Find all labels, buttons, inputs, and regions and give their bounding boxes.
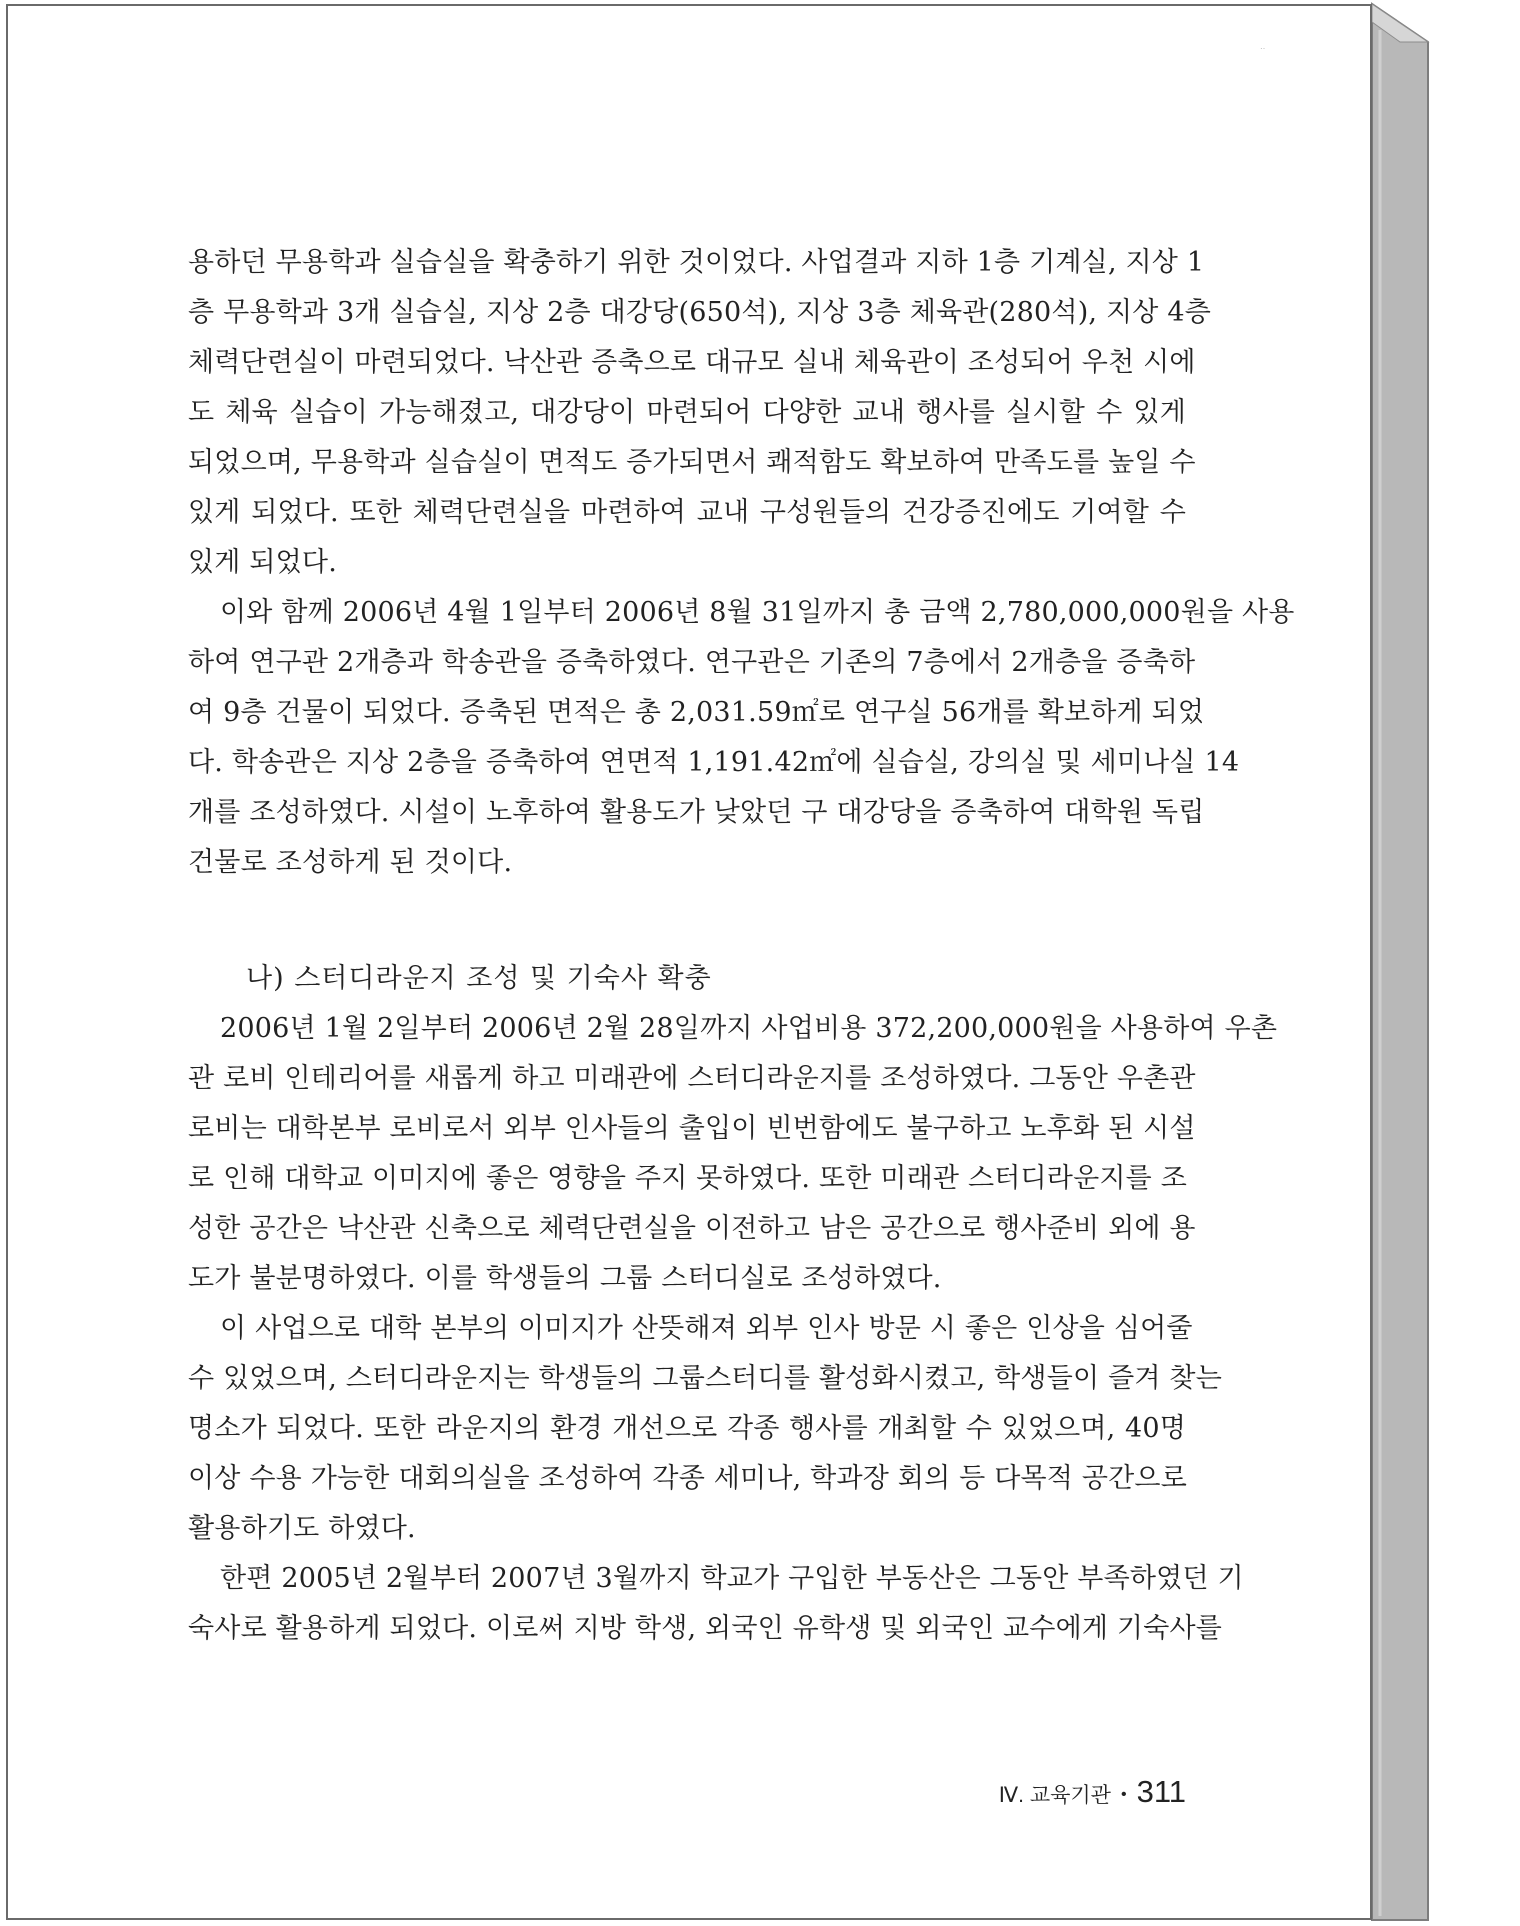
- paragraph-group-facilities: [188, 238, 1295, 888]
- text-line: 성한 공간은 낙산관 신축으로 체력단련실을 이전하고 남은 공간으로 행사준비 외에 용: [188, 1213, 1196, 1244]
- text-line: 한편 2005년 2월부터 2007년 3월까지 학교가 구입한 부동산은 그동안 부족하였던 기: [220, 1563, 1244, 1594]
- text-line: 로 인해 대학교 이미지에 좋은 영향을 주지 못하였다. 또한 미래관 스터디라운지를 조: [188, 1163, 1187, 1194]
- body-text: [188, 238, 1295, 1654]
- text-line: 되었으며, 무용학과 실습실이 면적도 증가되면서 쾌적함도 확보하여 만족도를 높일 수: [188, 447, 1196, 478]
- corner-scan-mark: ‥: [1260, 42, 1266, 51]
- text-line: 이와 함께 2006년 4월 1일부터 2006년 8월 31일까지 총 금액 2,780,000,000원을 사용: [220, 597, 1295, 628]
- text-line: 로비는 대학본부 로비로서 외부 인사들의 출입이 빈번함에도 불구하고 노후화 된 시설: [188, 1113, 1196, 1144]
- document-page: [6, 4, 1372, 1920]
- text-line: 명소가 되었다. 또한 라운지의 환경 개선으로 각종 행사를 개최할 수 있었으며, 40명: [188, 1413, 1186, 1444]
- text-line: 하여 연구관 2개층과 학송관을 증축하였다. 연구관은 기존의 7층에서 2개층을 증축하: [188, 647, 1196, 678]
- paragraph-group-study-lounge: [188, 1004, 1278, 1654]
- text-line: 숙사로 활용하게 되었다. 이로써 지방 학생, 외국인 유학생 및 외국인 교수에게 기숙사를: [188, 1613, 1223, 1644]
- text-line: 이상 수용 가능한 대회의실을 조성하여 각종 세미나, 학과장 회의 등 다목적 공간으로: [188, 1463, 1187, 1494]
- text-line: 관 로비 인테리어를 새롭게 하고 미래관에 스터디라운지를 조성하였다. 그동안 우촌관: [188, 1063, 1196, 1094]
- page-footer: [968, 1772, 1186, 1812]
- text-line: 용하던 무용학과 실습실을 확충하기 위한 것이었다. 사업결과 지하 1층 기계실, 지상 1: [188, 247, 1205, 278]
- text-line: 수 있었으며, 스터디라운지는 학생들의 그룹스터디를 활성화시켰고, 학생들이 즐겨 찾는: [188, 1363, 1222, 1394]
- text-line: 이 사업으로 대학 본부의 이미지가 산뜻해져 외부 인사 방문 시 좋은 인상을 심어줄: [220, 1313, 1193, 1344]
- section-spacer: [188, 888, 1186, 954]
- text-line: 활용하기도 하였다.: [188, 1513, 416, 1544]
- text-line: 체력단련실이 마련되었다. 낙산관 증축으로 대규모 실내 체육관이 조성되어 우천 시에: [188, 347, 1196, 378]
- section-subheading: 나) 스터디라운지 조성 및 기숙사 확충: [246, 963, 712, 994]
- page-number: 311: [1136, 1774, 1186, 1809]
- text-line: 다. 학송관은 지상 2층을 증축하여 연면적 1,191.42㎡에 실습실, 강의실 및 세미나실 14: [188, 747, 1240, 778]
- text-line: 개를 조성하였다. 시설이 노후하여 활용도가 낮았던 구 대강당을 증축하여 대학원 독립: [188, 797, 1205, 828]
- text-line: 여 9층 건물이 되었다. 증축된 면적은 총 2,031.59㎡로 연구실 56개를 확보하게 되었: [188, 697, 1205, 728]
- text-line: 층 무용학과 3개 실습실, 지상 2층 대강당(650석), 지상 3층 체육관(280석), 지상 4층: [188, 297, 1212, 328]
- chapter-label: Ⅳ. 교육기관: [998, 1784, 1111, 1807]
- text-line: 있게 되었다.: [188, 547, 337, 578]
- text-line: 건물로 조성하게 된 것이다.: [188, 847, 513, 878]
- text-line: 도 체육 실습이 가능해졌고, 대강당이 마련되어 다양한 교내 행사를 실시할 수 있게: [188, 397, 1186, 428]
- text-line: 있게 되었다. 또한 체력단련실을 마련하여 교내 구성원들의 건강증진에도 기여할 수: [188, 497, 1186, 528]
- footer-bullet: •: [1120, 1786, 1127, 1803]
- text-line: 2006년 1월 2일부터 2006년 2월 28일까지 사업비용 372,200,000원을 사용하여 우촌: [220, 1013, 1278, 1044]
- text-line: 도가 불분명하였다. 이를 학생들의 그룹 스터디실로 조성하였다.: [188, 1263, 942, 1294]
